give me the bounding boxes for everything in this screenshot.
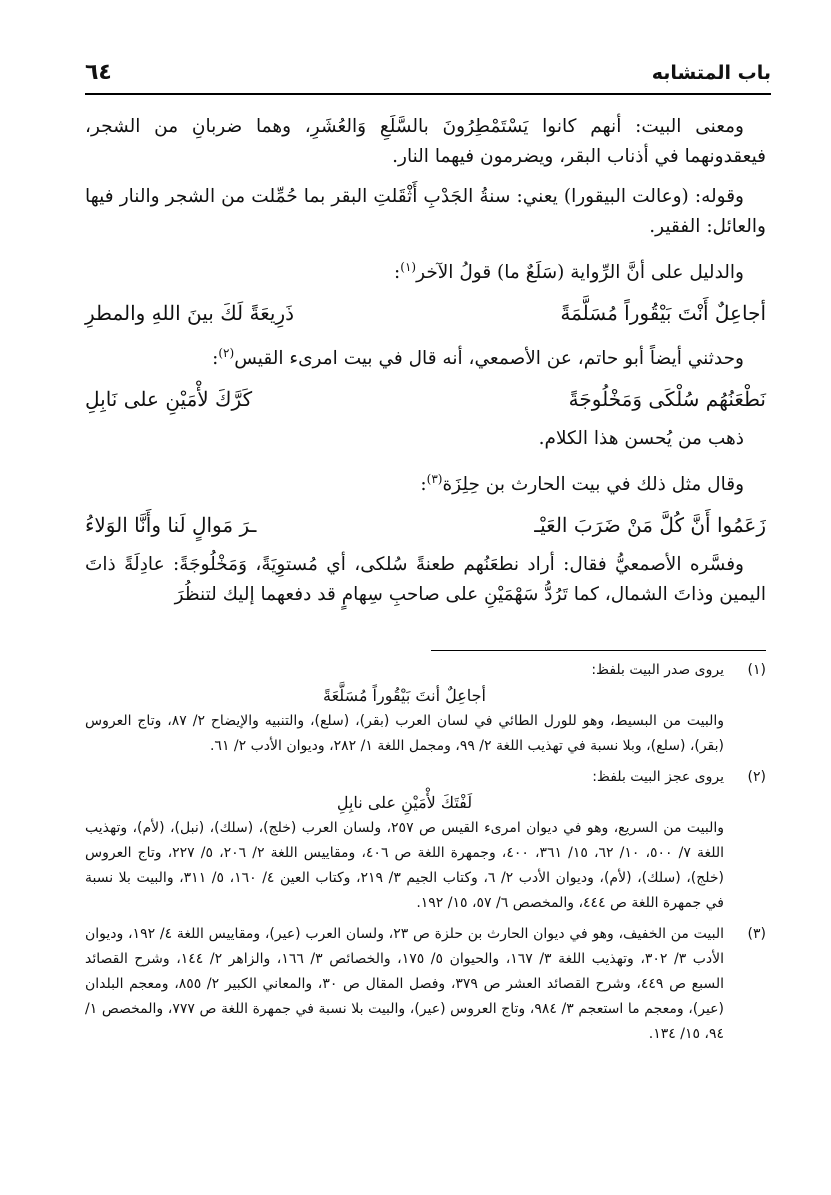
verse-3-first-hemistich: زَعَمُوا أَنَّ كُلَّ مَنْ ضَرَبَ العَيْـ	[534, 513, 766, 538]
footnote-1-text: والبيت من البسيط، وهو للورل الطائي في لسان العرب (بقر)، (سلع)، والتنبيه والإيضاح ٢/ ٨٧، وتاج العروس (بقر)، (سلع)، وبلا نسبة في تهذيب اللغة ٢/ ٩٩، ومجمل اللغة ١/ ٢٨٢، وديوان الأدب ٢/ ٦١.	[85, 713, 724, 754]
paragraph-3-text: والدليل على أنَّ الرِّواية (سَلَعٌ ما) قولُ الآخر	[416, 262, 744, 284]
footnote-2-number: (٢)	[747, 769, 766, 785]
footnote-ref-3[interactable]: (٣)	[426, 472, 443, 487]
footnotes	[85, 658, 766, 1053]
paragraph-3-colon: :	[394, 262, 401, 284]
paragraph-1: ومعنى البيت: أنهم كانوا يَسْتَمْطِرُونَ بالسَّلَعِ وَالعُشَرِ، وهما ضربانِ من الشجر، فيعقدونهما في أذناب البقر، ويضرمون فيهما النار.	[85, 116, 766, 167]
paragraph-7: وفسَّره الأصمعيُّ فقال: أراد نطعَنُهم طعنةً سُلكى، أي مُستوِيَةً، وَمَخْلُوجَةً: عادِلَةً ذاتَ اليمين وذاتَ الشمال، كما تَرُدُّ سَهْمَيْنِ على صاحبِ سِهامٍ قد دفعهما إليك لتنظُرَ	[85, 554, 766, 606]
paragraph-4-text: وحدثني أيضاً أبو حاتم، عن الأصمعي، أنه قال في بيت امرىء القيس	[234, 348, 744, 370]
verse-2-first-hemistich: نَطْعَنُهُم سُلْكَى وَمَخْلُوجَةً	[568, 387, 766, 412]
page-header	[85, 56, 771, 96]
footnote-3-body	[85, 922, 724, 1047]
verse-3	[85, 510, 766, 540]
verse-1-first-hemistich: أجاعِلٌ أَنْتَ بَيْقُوراً مُسَلَّمَةً	[560, 301, 766, 326]
paragraph-6-text: وقال مثل ذلك في بيت الحارث بن حِلِزَة	[442, 474, 744, 496]
paragraph-4	[85, 338, 766, 374]
main-text	[85, 112, 766, 620]
footnote-3	[85, 922, 766, 1047]
page-number: ٦٤	[85, 60, 112, 85]
footnote-1-body	[85, 658, 724, 759]
footnote-2-intro: يروى عجز البيت بلفظ:	[592, 769, 724, 785]
footnote-1-intro: يروى صدر البيت بلفظ:	[591, 662, 724, 678]
paragraph-2: وقوله: (وعالت البيقورا) يعني: سنةُ الجَدْبِ أَثْقَلتِ البقر بما حُمِّلت من الشجر والنار فيها والعائل: الفقير.	[85, 186, 766, 237]
footnote-divider	[431, 650, 766, 651]
footnote-1	[85, 658, 766, 759]
paragraph-5: ذهب من يُحسن هذا الكلام.	[538, 428, 744, 450]
footnote-ref-2[interactable]: (٢)	[218, 346, 235, 361]
footnote-2-text: والبيت من السريع، وهو في ديوان امرىء القيس ص ٢٥٧، ولسان العرب (خلج)، (سلك)، (نبل)، (لأم)، وتهذيب اللغة ٧/ ٥٠٠، ١٠/ ٦٢، ١٥/ ٣٦١، ٤٠٠، وجمهرة اللغة ص ٤٠٦، ومقاييس اللغة ٢/ ٢٠٦، ٥/ ٢٢٧، وتاج العروس (خلج)، (سلك)، (لأم)، وديوان الأدب ٢/ ٦، وكتاب الجيم ٣/ ٢١٩، وكتاب العين ٤/ ١٦٠، ٥/ ٣١١، والبيت بلا نسبة في جمهرة اللغة ص ٤٤٤، والمخصص ٦/ ٥٧، ١٥/ ١٩٢.	[85, 820, 725, 911]
verse-1	[85, 298, 766, 328]
paragraph-4-colon: :	[212, 348, 219, 370]
footnote-3-number: (٣)	[747, 926, 766, 942]
verse-1-second-hemistich: ذَرِيعَةً لَكَ بينَ اللهِ والمطرِ	[85, 301, 295, 326]
verse-2-second-hemistich: كَرَّكَ لأْمَيْنِ على نَابِلِ	[85, 387, 253, 412]
footnote-1-number: (١)	[747, 662, 766, 678]
footnote-1-verse: أجاعِلٌ أنتَ بَيْقُوراً مُسَلَّعَةً	[323, 686, 486, 705]
paragraph-6	[85, 464, 766, 500]
verse-2	[85, 384, 766, 414]
footnote-ref-1[interactable]: (١)	[400, 260, 417, 274]
footnote-3-text: البيت من الخفيف، وهو في ديوان الحارث بن حلزة ص ٢٣، ولسان العرب (عير)، ومقاييس اللغة ٤/ ١٩٢، وديوان الأدب ٣/ ٣٠٢، وتهذيب اللغة ٣/ ١٦٧، والحيوان ٥/ ١٧٥، والخصائص ٣/ ١٦٦، والزاهر ٢/ ١٤٤، وشرح القصائد السبع ص ٤٤٩، وشرح القصائد العشر ص ٣٧٩، وفصل المقال ص ٣٠، والمعاني الكبير ٢/ ٨٥٥، ومعجم البلدان (عير)، ومعجم ما استعجم ٣/ ٩٨٤، وتاج العروس (عير)، والبيت بلا نسبة في جمهرة اللغة ص ٧٧٧، والمخصص ١/ ٩٤، ١٥/ ١٣٤.	[85, 926, 725, 1042]
paragraph-6-colon: :	[420, 474, 427, 496]
paragraph-3	[85, 252, 766, 288]
footnote-2-verse: لَفْتَكَ لأْمَيْنِ على نابِلِ	[336, 793, 473, 812]
header-divider	[85, 93, 771, 95]
chapter-title: باب المتشابه	[651, 62, 771, 84]
footnote-2-body	[85, 765, 724, 916]
verse-3-second-hemistich: ـرَ مَوالٍ لَنا وأَنَّا الوَلاءُ	[85, 513, 257, 538]
footnote-2	[85, 765, 766, 916]
